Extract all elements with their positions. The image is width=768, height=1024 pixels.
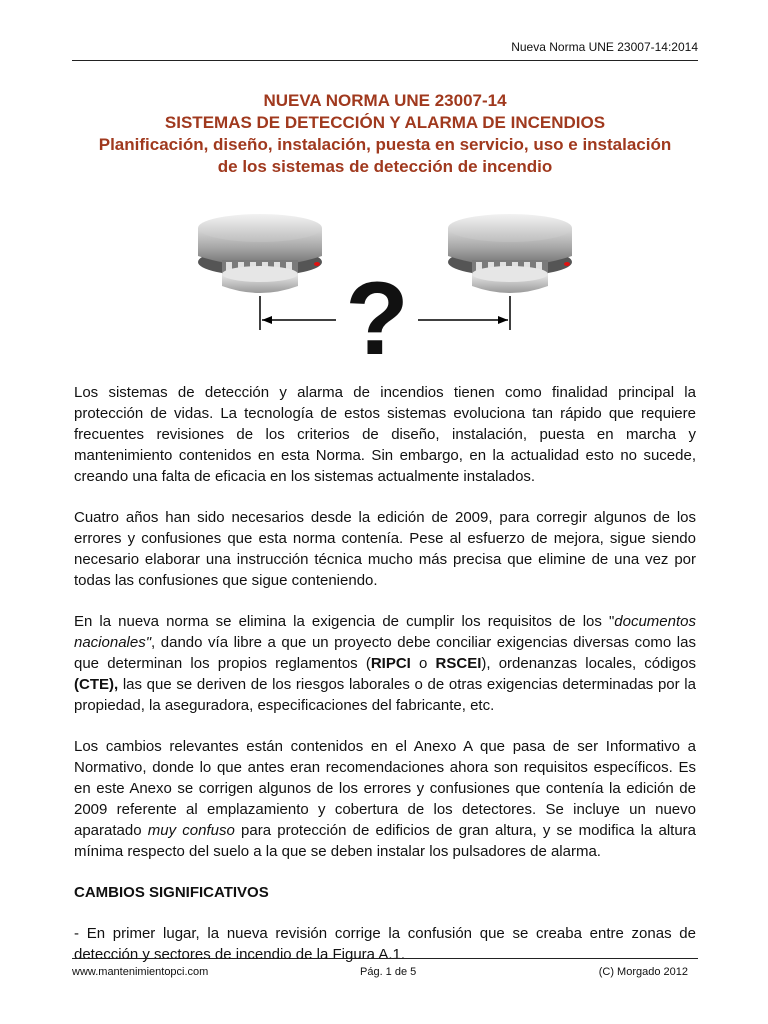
page-header [72,38,698,61]
footer-copyright: (C) Morgado 2012 [598,966,688,978]
paragraph-intro: Los sistemas de detección y alarma de incendios tienen como finalidad principal la protección de vidas. La tecnología de estos sistemas evoluciona tan rápido que requiere frecuentes revisiones de los criterios de diseño, instalación, puesta en marcha y mantenimiento contenidos en esta Norma. Sin embargo, en la actualidad esto no sucede, creando una falta de eficacia en los sistemas actualmente instalados. [74,384,696,485]
detector-spacing-illustration [176,192,596,362]
footer-page-number: Pág. 1 de 5 [360,966,417,978]
question-mark: ? [345,261,409,362]
document-body [74,382,696,985]
paragraph-national-documents: En la nueva norma se elimina la exigencia de cumplir los requisitos de los "documentos nacionales", dando vía libre a que un proyecto debe conciliar exigencias diversas como las que determinan los propios reglamentos (RIPCI o RSCEI), ordenanzas locales, códigos (CTE), las que se deriven de los riesgos laborales o de otras exigencias determinadas por la propiedad, la aseguradora, especificaciones del fabricante, etc. [74,613,696,714]
left-smoke-detector [198,214,322,293]
running-title: Nueva Norma UNE 23007-14:2014 [511,40,698,54]
smoke-detector-figure [176,192,596,362]
page-footer [72,958,698,985]
footer-website: www.mantenimientopci.com [72,966,209,978]
paragraph-edition-2009: Cuatro años han sido necesarios desde la edición de 2009, para corregir algunos de los errores y confusiones que esta norma contenía. Pese al esfuerzo de mejora, sigue siendo necesario elaborar una instrucción técnica mucho más precisa que elimine de una vez por todas las confusiones que sigue conteniendo. [74,509,696,589]
subtitle-line-1: Planificación, diseño, instalación, puesta en servicio, uso e instalación [98,135,672,154]
paragraph-first-change: - En primer lugar, la nueva revisión corrige la confusión que se creaba entre zonas de detección y sectores de incendio de la Figura A.1. [74,925,696,963]
document-title-block [72,90,698,178]
title-line-1: NUEVA NORMA UNE 23007-14 [263,91,507,110]
title-line-2: SISTEMAS DE DETECCIÓN Y ALARMA DE INCENDIOS [164,113,606,132]
right-smoke-detector [448,214,572,293]
paragraph-annex-a: Los cambios relevantes están contenidos en el Anexo A que pasa de ser Informativo a Normativo, donde lo que antes eran recomendaciones ahora son requisitos específicos. Es en este Anexo se corrigen algunos de los errores y confusiones que contenía la edición de 2009 referente al emplazamiento y cobertura de los detectores. Se incluye un nuevo aparatado muy confuso para protección de edificios de gran altura, y se modifica la altura mínima respecto del suelo a la que se deben instalar los pulsadores de alarma. [74,738,697,860]
section-heading: CAMBIOS SIGNIFICATIVOS [74,884,269,901]
subtitle-line-2: de los sistemas de detección de incendio [217,157,553,176]
